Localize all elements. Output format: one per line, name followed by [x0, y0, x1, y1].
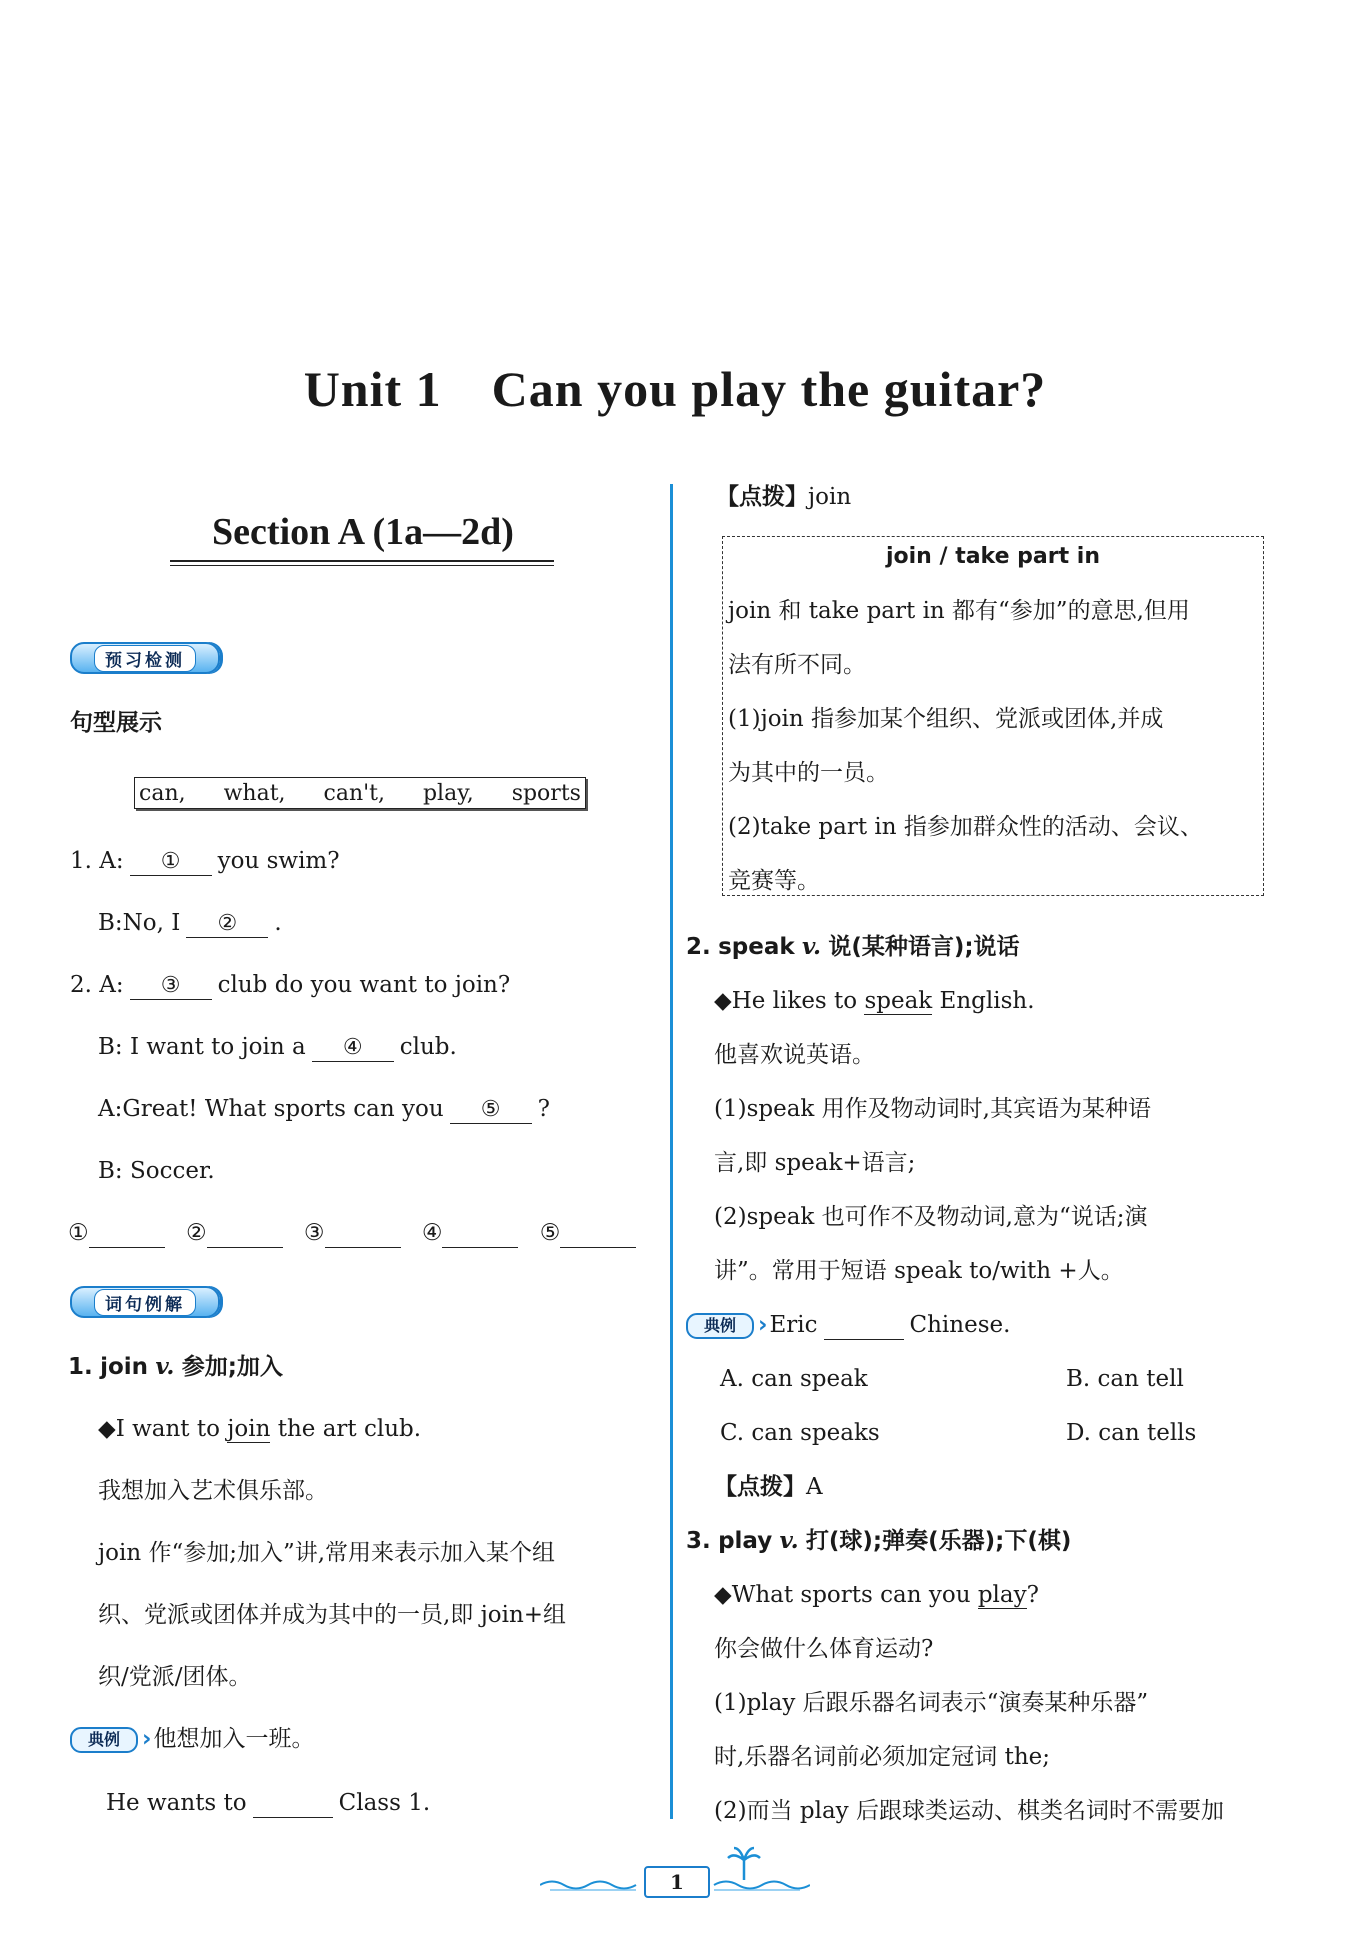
item1-note-line: 织、党派或团体并成为其中的一员,即 join+组	[98, 1602, 567, 1628]
comparison-box-line: 竞赛等。	[728, 868, 820, 894]
word-bank-word: sports	[511, 780, 581, 806]
item1-typical: 典例 ›他想加入一班。	[70, 1724, 314, 1754]
blank-1[interactable]: ①	[130, 848, 212, 876]
comparison-box-line: (1)join 指参加某个组织、党派或团体,并成	[728, 706, 1164, 732]
dialog-line-2c: A:Great! What sports can you ⑤ ?	[98, 1096, 551, 1122]
comparison-box-line: (2)take part in 指参加群众性的活动、会议、	[728, 814, 1203, 840]
blank-5[interactable]: ⑤	[450, 1096, 532, 1124]
item2-answer-blank[interactable]	[824, 1313, 904, 1340]
item1-note-line: join 作“参加;加入”讲,常用来表示加入某个组	[98, 1540, 556, 1566]
item3-note-line: (1)play 后跟乐器名词表示“演奏某种乐器”	[714, 1690, 1149, 1716]
answer-blank[interactable]	[207, 1221, 283, 1248]
item2-example-zh: 他喜欢说英语。	[714, 1042, 875, 1068]
comparison-box-line: 为其中的一员。	[728, 760, 889, 786]
answer-label: ⑤	[539, 1220, 561, 1246]
item2-typical: 典例 ›Eric Chinese.	[686, 1310, 1010, 1340]
blank-3[interactable]: ③	[130, 972, 212, 1000]
item1-note-line: 织/党派/团体。	[98, 1664, 252, 1690]
typical-badge: 典例	[70, 1727, 138, 1753]
blank-4[interactable]: ④	[312, 1034, 394, 1062]
item2-note-line: (1)speak 用作及物动词时,其宾语为某种语	[714, 1096, 1151, 1122]
item1-heading: 1. join v. 参加;加入	[68, 1353, 283, 1380]
tip1: 【点拨】join	[716, 484, 852, 510]
option-b[interactable]: B. can tell	[1066, 1366, 1184, 1392]
chevron-right-icon: ›	[142, 1726, 152, 1752]
dialog-line-2a: 2. A: ③ club do you want to join?	[70, 972, 511, 998]
unit-title	[0, 360, 1350, 418]
palm-tree-icon	[726, 1846, 762, 1882]
option-c[interactable]: C. can speaks	[720, 1420, 880, 1446]
answer-label: ①	[68, 1220, 89, 1246]
item2-example-en: ◆He likes to speak English.	[714, 988, 1035, 1014]
item1-example-zh: 我想加入艺术俱乐部。	[98, 1478, 328, 1504]
option-d[interactable]: D. can tells	[1066, 1420, 1197, 1446]
dialog-line-2d: B: Soccer.	[98, 1158, 215, 1184]
pattern-heading: 句型展示	[70, 710, 162, 736]
blank-2[interactable]: ②	[186, 910, 268, 938]
badge-word-examples: 词句例解	[70, 1286, 220, 1318]
word-bank-box	[134, 777, 586, 809]
comparison-box-title: join / take part in	[885, 544, 1101, 569]
dialog-line-1b: B:No, I ② .	[98, 910, 282, 936]
item3-heading: 3. play v. 打(球);弹奏(乐器);下(棋)	[686, 1527, 1072, 1554]
option-a[interactable]: A. can speak	[720, 1366, 868, 1392]
dialog-line-1a: 1. A: ① you swim?	[70, 848, 340, 874]
comparison-box-line: join 和 take part in 都有“参加”的意思,但用	[728, 598, 1190, 624]
word-bank-word: can't,	[323, 780, 385, 806]
item1-example-en: ◆I want to join the art club.	[98, 1416, 422, 1442]
answer-blank[interactable]	[442, 1221, 518, 1248]
item3-example-zh: 你会做什么体育运动?	[714, 1636, 934, 1662]
dialog-line-2b: B: I want to join a ④ club.	[98, 1034, 457, 1060]
item2-note-line: 言,即 speak+语言;	[714, 1150, 916, 1176]
item3-note-line: 时,乐器名词前必须加定冠词 the;	[714, 1744, 1051, 1770]
item2-note-line: (2)speak 也可作不及物动词,意为“说话;演	[714, 1204, 1148, 1230]
answer-blank[interactable]	[560, 1221, 636, 1248]
word-bank-word: what,	[223, 780, 286, 806]
answer-blanks-row	[68, 1218, 650, 1248]
section-title: Section A (1a—2d)	[212, 511, 514, 553]
answer-blank[interactable]	[89, 1221, 165, 1248]
chevron-right-icon: ›	[758, 1312, 768, 1338]
unit-title-question: Can you play the guitar?	[491, 361, 1047, 417]
comparison-box-line: 法有所不同。	[728, 652, 866, 678]
typical-badge: 典例	[686, 1313, 754, 1339]
item3-note-line: (2)而当 play 后跟球类运动、棋类名词时不需要加	[714, 1798, 1224, 1824]
word-bank-word: play,	[422, 780, 474, 806]
item2-heading: 2. speak v. 说(某种语言);说话	[686, 933, 1020, 960]
item1-typical-en: He wants to Class 1.	[106, 1790, 431, 1816]
tip2: 【点拨】A	[714, 1474, 823, 1500]
word-bank-word: can,	[139, 780, 186, 806]
column-divider	[670, 484, 673, 1819]
unit-title-number: Unit 1	[303, 361, 442, 417]
item1-answer-blank[interactable]	[253, 1791, 333, 1818]
answer-blank[interactable]	[325, 1221, 401, 1248]
page-footer	[540, 1860, 810, 1900]
answer-label: ②	[185, 1220, 207, 1246]
answer-label: ③	[303, 1220, 325, 1246]
section-underline-1	[170, 560, 554, 562]
item3-example-en: ◆What sports can you play?	[714, 1582, 1039, 1608]
item2-note-line: 讲”。常用于短语 speak to/with +人。	[714, 1258, 1124, 1284]
page-number: 1	[644, 1866, 710, 1898]
answer-label: ④	[421, 1220, 443, 1246]
section-underline-2	[170, 565, 554, 566]
badge-preview-check: 预习检测	[70, 642, 220, 674]
